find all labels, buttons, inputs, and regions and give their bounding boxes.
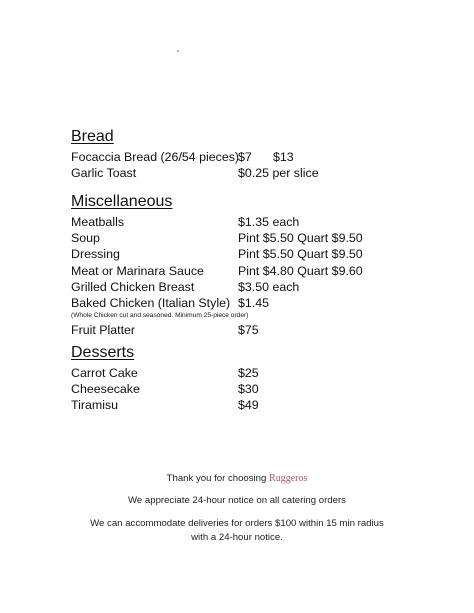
menu-item [71, 246, 411, 262]
item-name: Focaccia Bread (26/54 pieces) [71, 150, 240, 164]
menu-item [71, 322, 411, 338]
item-name: Carrot Cake [71, 366, 138, 380]
item-price: $0.25 per slice [238, 166, 319, 181]
menu-item [71, 279, 411, 295]
section-title-miscellaneous: Miscellaneous [71, 193, 173, 210]
notice-text: We appreciate 24-hour notice on all catering orders [128, 495, 346, 506]
item-price: $49 [238, 398, 259, 413]
menu-item [71, 165, 411, 181]
brand-name: Ruggeros [269, 473, 308, 484]
item-name: Meat or Marinara Sauce [71, 263, 204, 278]
delivery-line-1: We can accommodate deliveries for orders $100 within 15 min radius [90, 518, 384, 529]
bread-section [71, 128, 411, 181]
item-name: Grilled Chicken Breast [71, 279, 195, 294]
menu-item [71, 230, 411, 246]
item-name: Cheesecake [71, 382, 140, 397]
delivery-info [0, 517, 474, 545]
menu-item [71, 214, 411, 230]
item-name: Dressing [71, 247, 120, 262]
notice-line [0, 494, 474, 508]
section-title-bread: Bread [71, 128, 114, 145]
thank-you-text: Thank you for choosing [166, 473, 267, 484]
item-price-large: $13 [273, 150, 294, 164]
thank-you-line [0, 472, 474, 486]
item-note: (Whole Chicken cut and seasoned. Minimum 25-piece order) [71, 312, 249, 320]
item-name: Garlic Toast [71, 166, 137, 181]
item-name: Meatballs [71, 215, 125, 229]
item-price: $7 [238, 150, 252, 164]
item-price: Pint $5.50 Quart $9.50 [238, 231, 363, 246]
item-price: $75 [238, 323, 259, 338]
item-price: $1.35 each [238, 215, 300, 229]
item-name: Fruit Platter [71, 323, 136, 338]
item-price: Pint $4.80 Quart $9.60 [238, 263, 363, 278]
item-price: $25 [238, 366, 259, 380]
menu-item [71, 397, 411, 413]
item-price: $1.45 [238, 295, 270, 310]
scan-speck [177, 50, 179, 52]
delivery-line-2: with a 24-hour notice. [191, 532, 283, 543]
item-price: $30 [238, 382, 259, 397]
menu-item [71, 263, 411, 279]
item-name: Baked Chicken (Italian Style) [71, 295, 231, 310]
section-title-desserts: Desserts [71, 344, 135, 361]
menu-item [71, 295, 411, 311]
menu-item [71, 365, 411, 381]
menu-item [71, 381, 411, 397]
desserts-section [71, 344, 411, 414]
item-price: $3.50 each [238, 279, 300, 294]
miscellaneous-section [71, 193, 411, 338]
item-name: Tiramisu [71, 398, 119, 413]
item-price: Pint $5.50 Quart $9.50 [238, 247, 363, 262]
menu-item [71, 149, 411, 165]
item-name: Soup [71, 231, 100, 246]
